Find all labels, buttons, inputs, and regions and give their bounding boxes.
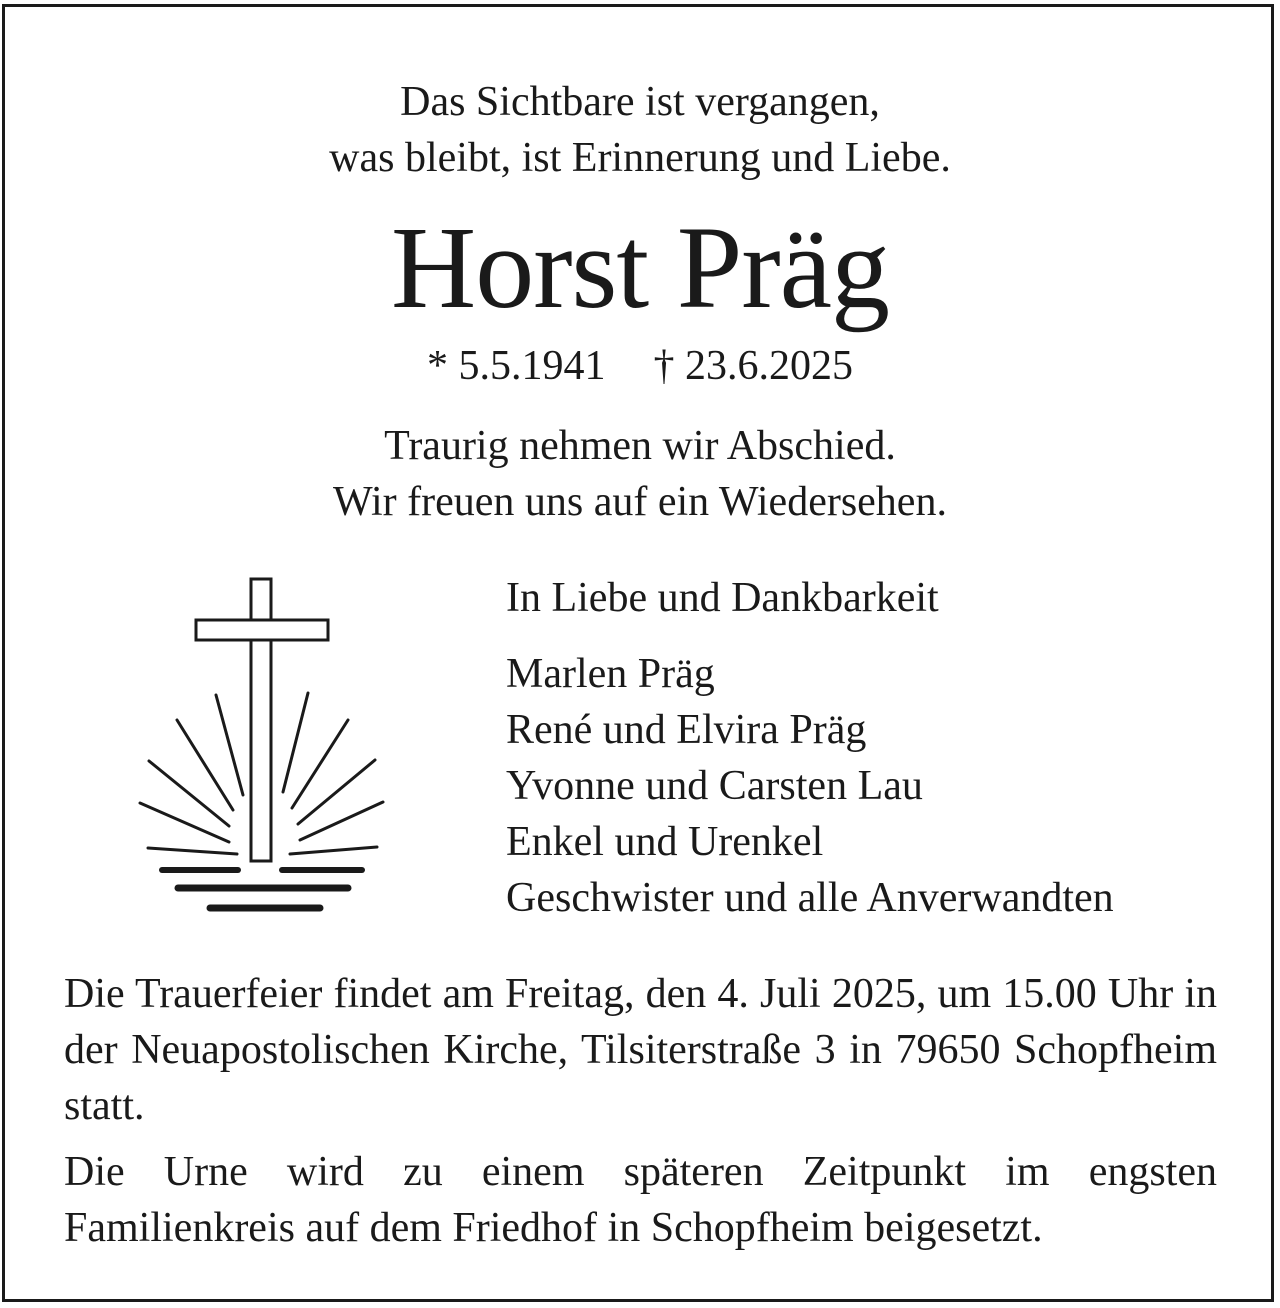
deceased-name: Horst Präg bbox=[390, 202, 889, 333]
mourner: Geschwister und alle Anverwandten bbox=[506, 875, 1114, 921]
motto-line-1: Das Sichtbare ist vergangen, bbox=[400, 79, 880, 125]
burial-announcement: Die Urne wird zu einem späteren Zeitpunkt im engsten Familienkreis auf dem Friedhof in Schopfheim beigesetzt. bbox=[64, 1149, 1217, 1251]
mourners-list bbox=[506, 646, 1114, 926]
life-dates bbox=[0, 338, 1280, 394]
motto-line-2: was bleibt, ist Erinnerung und Liebe. bbox=[329, 135, 951, 181]
mourner: Marlen Präg bbox=[506, 651, 715, 697]
death-date: † 23.6.2025 bbox=[653, 343, 853, 389]
mourners-intro: In Liebe und Dankbarkeit bbox=[506, 575, 939, 621]
motto bbox=[0, 74, 1280, 186]
service-announcement: Die Trauerfeier findet am Freitag, den 4. Juli 2025, um 15.00 Uhr in der Neuapostolischen Kirche, Tilsiterstraße 3 in 79650 Schopfheim statt. bbox=[64, 971, 1217, 1129]
cross-with-rising-sun-icon bbox=[130, 570, 400, 930]
mourner: Enkel und Urenkel bbox=[506, 819, 824, 865]
mourner: René und Elvira Präg bbox=[506, 707, 867, 753]
mourner: Yvonne und Carsten Lau bbox=[506, 763, 923, 809]
farewell-text bbox=[0, 418, 1280, 530]
birth-date: * 5.5.1941 bbox=[427, 343, 606, 389]
farewell-line-1: Traurig nehmen wir Abschied. bbox=[384, 423, 896, 469]
farewell-line-2: Wir freuen uns auf ein Wiedersehen. bbox=[333, 479, 947, 525]
mourners-block bbox=[506, 570, 1114, 926]
